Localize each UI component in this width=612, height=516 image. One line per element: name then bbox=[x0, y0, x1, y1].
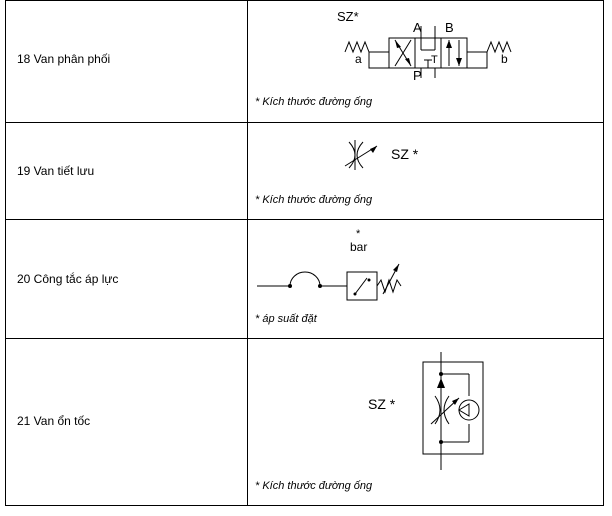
row-20-unit: bar bbox=[350, 240, 368, 254]
row-21-code: SZ * bbox=[368, 396, 396, 412]
row-divider bbox=[5, 122, 604, 123]
port-t-label: T bbox=[431, 54, 438, 66]
row-20-label: 20 Công tắc áp lực bbox=[17, 272, 119, 286]
row-18-note: * Kích thước đường ống bbox=[255, 96, 373, 108]
row-divider bbox=[5, 219, 604, 220]
symbol-table bbox=[5, 0, 604, 506]
row-19-label: 19 Van tiết lưu bbox=[17, 164, 95, 178]
row-21-note: * Kích thước đường ống bbox=[255, 480, 373, 492]
table-border-bottom bbox=[5, 505, 604, 506]
table-border-left bbox=[5, 0, 6, 506]
side-a-label: a bbox=[355, 52, 362, 66]
side-b-label: b bbox=[501, 52, 508, 66]
table-border-top bbox=[5, 0, 604, 1]
column-divider bbox=[247, 0, 248, 506]
port-b-label: B bbox=[445, 20, 454, 35]
pressure-switch-icon bbox=[257, 260, 417, 305]
row-18-label: 18 Van phân phối bbox=[17, 52, 111, 66]
row-19-note: * Kích thước đường ống bbox=[255, 194, 373, 206]
throttle-valve-icon bbox=[343, 140, 389, 170]
flow-control-valve-icon bbox=[419, 352, 489, 470]
row-19-code: SZ * bbox=[391, 146, 419, 162]
table-border-right bbox=[603, 0, 604, 506]
port-a-label: A bbox=[413, 20, 422, 35]
directional-valve-icon bbox=[345, 20, 535, 80]
row-20-star: * bbox=[356, 228, 361, 240]
row-21-label: 21 Van ổn tốc bbox=[17, 414, 91, 428]
row-divider bbox=[5, 338, 604, 339]
row-20-note: * áp suất đặt bbox=[255, 313, 317, 325]
port-p-label: P bbox=[413, 68, 422, 83]
row-18-code: SZ* bbox=[337, 9, 359, 24]
